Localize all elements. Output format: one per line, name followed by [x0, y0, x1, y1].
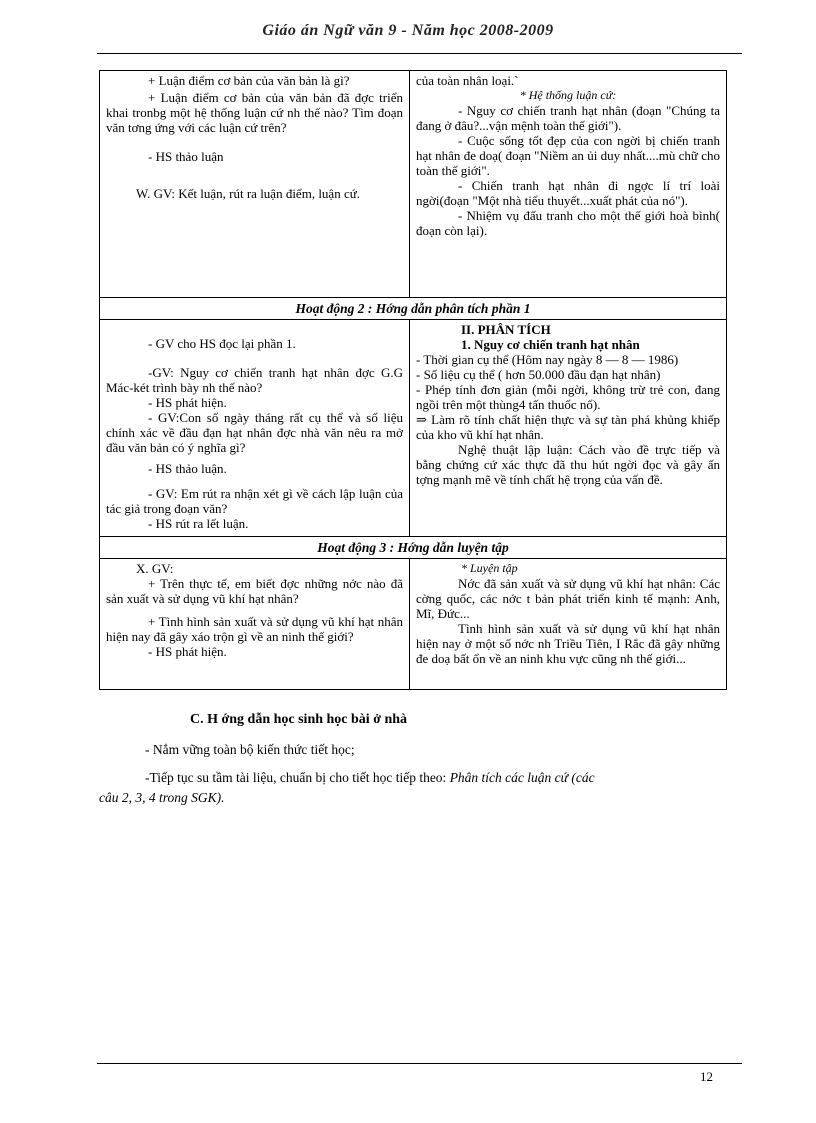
section-c-heading: C. H ớng dẫn học sinh học bài ở nhà	[190, 712, 408, 727]
text-line: - GV cho HS đọc lại phần 1.	[148, 336, 296, 351]
content-cell	[410, 320, 727, 537]
header-rule	[97, 53, 742, 54]
text-line: - HS thảo luận.	[148, 461, 227, 476]
text-line: -Tiếp tục su tầm tài liệu, chuẩn bị cho tiết học tiếp theo: Phân tích các luận cứ (các	[145, 770, 595, 785]
text-line: - GV:Con số ngày tháng rất cụ thể và số liệu chính xác về đầu đạn hạt nhân đợc nhà văn nêu ra mở đầu văn bản có ý nghĩa gì?	[106, 410, 403, 455]
footer-rule	[97, 1063, 742, 1064]
teacher-activity-cell	[100, 71, 410, 298]
section-heading: II. PHÂN TÍCH	[461, 322, 551, 337]
page-number: 12	[700, 1069, 713, 1084]
text-line: câu 2, 3, 4 trong SGK).	[99, 790, 225, 805]
text-line: Nớc đã sản xuất và sử dụng vũ khí hạt nhân: Các cờng quốc, các nớc t bản phát triển kinh tế mạnh: Anh, Mĩ, Đức...	[416, 576, 720, 621]
text-line: - Chiến tranh hạt nhân đi ngợc lí trí loài ngời(đoạn "Một nhà tiểu thuyết...xuất phát của nó").	[416, 178, 720, 208]
table-row	[100, 298, 727, 320]
teacher-activity-cell	[100, 559, 410, 690]
text-line: + Luận điểm cơ bản của văn bản đã đợc triển khai tronbg một hệ thống luận cứ nh thế nào? Tìm đoạn văn tơng ứng với các luận cứ trên?	[106, 90, 403, 135]
text-line: + Trên thực tế, em biết đợc những nớc nào đã sản xuất và sử dụng vũ khí hạt nhân?	[106, 576, 403, 606]
text-line: - Cuộc sống tốt đẹp của con ngời bị chiến tranh hạt nhân đe doạ( đoạn "Niềm an ủi duy nhất....mù chữ cho toàn thế giới".	[416, 133, 720, 178]
page-header: Giáo án Ngữ văn 9 - Năm học 2008-2009	[262, 22, 554, 39]
text-line: -GV: Nguy cơ chiến tranh hạt nhân đợc G.G Mác-két trình bày nh thế nào?	[106, 365, 403, 395]
text-line: - GV: Em rút ra nhận xét gì về cách lập luận của tác giả trong đoạn văn?	[106, 486, 403, 516]
activity-heading: Hoạt động 2 : Hớng dẫn phân tích phần 1	[100, 298, 727, 320]
text-line: của toàn nhân loại.`	[416, 73, 519, 88]
text-line: - Thời gian cụ thể (Hôm nay ngày 8 — 8 — 1986)	[416, 352, 679, 367]
table-row	[100, 559, 727, 690]
section-subheading: 1. Nguy cơ chiến tranh hạt nhân	[461, 337, 640, 352]
arrow-icon: ⇒	[416, 412, 427, 427]
text-line: + Tình hình sản xuất và sử dụng vũ khí hạt nhân hiện nay đã gây xáo trộn gì về an ninh thế giới?	[106, 614, 403, 644]
text-line: - Nguy cơ chiến tranh hạt nhân (đoạn "Chúng ta đang ở đâu?...vận mệnh toàn thế giới").	[416, 103, 720, 133]
table-row	[100, 320, 727, 537]
teacher-activity-cell	[100, 320, 410, 537]
text-line: - HS phát hiện.	[148, 395, 227, 410]
text-line: - Nắm vững toàn bộ kiến thức tiết học;	[145, 742, 355, 757]
text-line: Nghệ thuật lập luận: Cách vào đề trực tiếp và bằng chứng cứ xác thực đã thu hút ngời đọc và gây ấn tợng mạnh mẽ về tính chất hệ trọng của vấn đề.	[416, 442, 720, 487]
text-line: - HS rút ra lết luận.	[148, 516, 249, 531]
text-line: Tình hình sản xuất và sử dụng vũ khí hạt nhân hiện nay ở một số nớc nh Triều Tiên, I Rắc đã gây những đe doạ bất ổn về an ninh khu vực cũng nh thế giới...	[416, 621, 720, 666]
content-cell	[410, 71, 727, 298]
text-line: W. GV: Kết luận, rút ra luận điểm, luận cứ.	[136, 186, 361, 201]
subheading: * Luyện tập	[461, 561, 518, 575]
content-cell	[410, 559, 727, 690]
activity-heading: Hoạt động 3 : Hớng dẫn luyện tập	[100, 537, 727, 559]
lesson-table	[99, 70, 727, 690]
text-line: + Luận điểm cơ bản của văn bản là gì?	[148, 73, 350, 88]
subheading: * Hệ thống luận cứ:	[519, 88, 617, 102]
text-line: - Số liệu cụ thể ( hơn 50.000 đầu đạn hạt nhân)	[416, 367, 661, 382]
table-row	[100, 537, 727, 559]
text-line: ⇒ Làm rõ tính chất hiện thực và sự tàn phá khủng khiếp của kho vũ khí hạt nhân.	[416, 412, 721, 442]
table-row	[100, 71, 727, 298]
text-line: X. GV:	[136, 561, 174, 576]
text-line: - Phép tính đơn giản (mỗi ngời, không trừ trẻ con, đang ngồi trên một thùng4 tấn thuốc nổ).	[416, 382, 720, 412]
text-line: - HS thảo luận	[148, 149, 224, 164]
text-line: - Nhiệm vụ đấu tranh cho một thế giới hoà bình( đoạn còn lại).	[416, 208, 720, 238]
text-line: - HS phát hiện.	[148, 644, 227, 659]
